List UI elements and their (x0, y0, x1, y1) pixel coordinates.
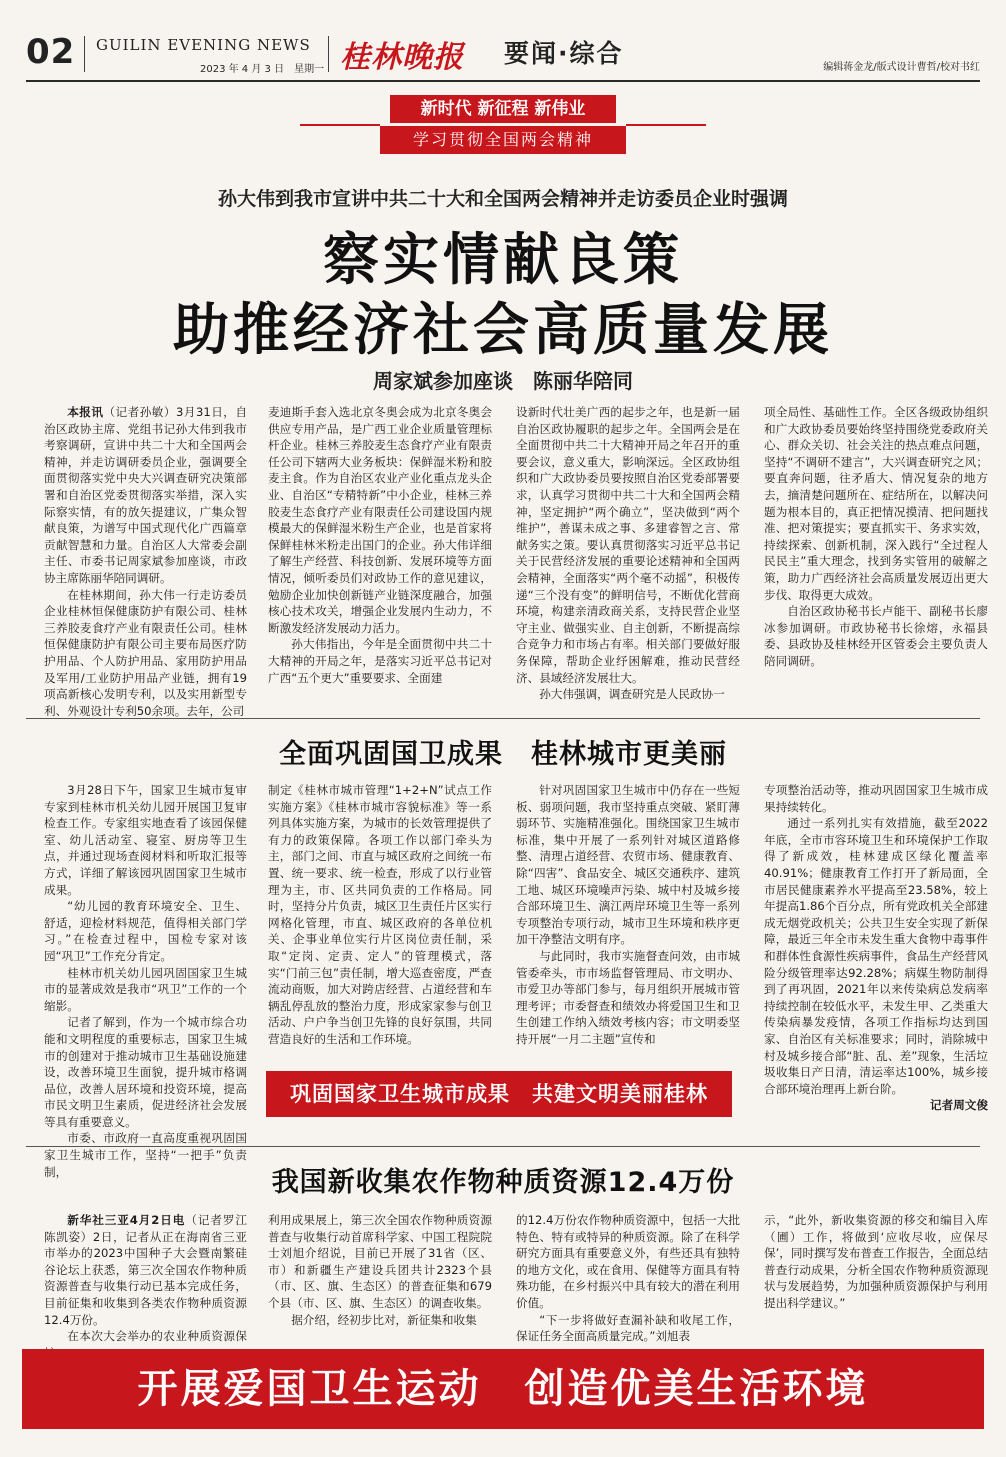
newspaper-logo: 桂林晚报 (340, 40, 464, 75)
article3-column-1 (44, 1212, 259, 1361)
article1-kicker: 孙大伟到我市宣讲中共二十大和全国两会精神并走访委员企业时强调 (217, 188, 788, 210)
article1-headline-line2: 助推经济社会高质量发展 (173, 298, 833, 363)
article1-column-2 (268, 404, 492, 686)
section-divider (26, 718, 980, 719)
paragraph: 2日，记者从正在海南省三亚市举办的2023中国种子大会暨南繁硅谷论坛上获悉，第三次全国农作物种质资源普查与收集行动已基本完成任务，目前征集和收集到各类农作物种质资源12.4万份。 (44, 1229, 247, 1327)
paragraph: 麦迪斯手套入选北京冬奥会成为北京冬奥会供应专用产品，是广西工业企业质量管理标杆企业。桂林三养胶麦生态食疗产业有限责任公司下辖两大业务板块：保鲜湿米粉和胶麦主食。作为自治区农业产业化重点龙头企业、自治区“专精特新”中小企业，桂林三养胶麦生态食疗产业有限责任公司建设国内规模最大的保鲜湿米粉生产企业，也是首家将保鲜桂林米粉走出国门的企业。孙大伟详细了解生产经营、科技创新、发展环境等方面情况，倾听委员们对政协工作的意见建议，勉励企业加快创新链产业链深度融合，加强核心技术攻关，增强企业发展内生动力，不断激发经济发展动力活力。 (268, 405, 492, 635)
article3-column-3 (516, 1212, 740, 1345)
paragraph: 的12.4万份农作物种质资源中，包括一大批特色、特有或特异的种质资源。除了在科学研究方面具有重要意义外，有些还具有独特的地方文化，或在食用、保健等方面具有特殊功能，在乡村振兴中具有较大的潜在利用价值。 (516, 1213, 740, 1310)
paragraph: 孙大伟强调，调查研究是人民政协一 (539, 687, 725, 702)
article1-column-4 (764, 404, 988, 670)
paragraph: 示，“此外，新收集资源的移交和编目入库（圃）工作，将做到‘应收尽收，应保尽保’，同时撰写发布普查工作报告，全面总结普查行动成果，分析全国农作物种质资源现状与发展趋势，为加强种质资源保护与利用提出科学建议。” (764, 1213, 988, 1310)
article2-column-2 (268, 782, 492, 1048)
article3-title: 我国新收集农作物种质资源12.4万份 (271, 1167, 735, 1198)
article1-headline-line1: 察实情献良策 (323, 228, 683, 293)
article3-column-4 (764, 1212, 988, 1312)
paragraph: 3月31日，自治区政协主席、党组书记孙大伟到我市考察调研，宣讲中共二十大和全国两会精神，并走访调研委员企业，强调要全面贯彻落实党中央大兴调查研究决策部署和自治区党委贯彻落实举措，深入实际察实情，有的放矢提建议，广集众智献良策，为谱写中国式现代化广西篇章贡献智慧和力量。自治区人大常委会副主任、市委书记周家斌参加座谈，市政协主席陈丽华陪同调研。 (44, 405, 247, 585)
paragraph: 制定《桂林市城市管理“1+2+N”试点工作实施方案》《桂林市城市容貌标准》等一系列具体实施方案，为城市的长效管理提供了有力的政策保障。各项工作以部门牵头为主，部门之间、市直与城区政府之间统一布置、统一要求、统一检查，形成了以行业管理为主，市、区共同负责的工作格局。同时，坚持分片负责，城区卫生责任片区实行网格化管理，市直、城区政府的各单位机关、企事业单位实行片区岗位责任制，采取“定岗、定责、定人”的管理模式，落实“门前三包”责任制，增大巡查密度，严查流动商贩，加大对跨店经营、占道经营和车辆乱停乱放的整治力度，形成家家参与创卫活动、户户争当创卫先锋的良好氛围，共同营造良好的生活和工作环境。 (268, 783, 492, 1046)
dateline: 新华社三亚4月2日电 (67, 1213, 186, 1227)
paragraph: 3月28日下午，国家卫生城市复审专家到桂林市机关幼儿园开展国卫复审检查工作。专家组实地查看了该园保健室、幼儿活动室、寝室、厨房等卫生点，并通过现场查阅材料和听取汇报等方式，详细了解该园巩固国家卫生城市成果。 (44, 783, 247, 897)
paragraph: 桂林市机关幼儿园巩固国家卫生城市的显著成效是我市“巩卫”工作的一个缩影。 (44, 965, 247, 1013)
section-divider (26, 1146, 980, 1147)
paragraph: 与此同时，我市实施督查问效，由市城管委牵头，市市场监督管理局、市文明办、市爱卫办等部门参与，每月组织开展城市管理考评；市委督查和绩效办将爱国卫生和卫生创建工作纳入绩效考核内容；市文明委坚持开展“一月二主题”宣传和 (516, 948, 740, 1046)
masthead-rule (26, 80, 980, 82)
article2-column-3 (516, 782, 740, 1048)
campaign-banner-title: 新时代 新征程 新伟业 (390, 95, 616, 123)
paragraph: 市委、市政府一直高度重视巩固国家卫生城市工作，坚持“一把手”负责制， (44, 1131, 247, 1179)
campaign-banner-subtitle: 学习贯彻全国两会精神 (380, 126, 626, 154)
paragraph: 孙大伟指出，今年是全面贯彻中共二十大精神的开局之年，是落实习近平总书记对广西“五个更大”重要要求、全面建 (268, 637, 492, 685)
byline: （记者孙敏） (103, 405, 176, 419)
masthead-divider (84, 36, 85, 72)
paragraph: 自治区政协秘书长卢能干、副秘书长廖冰参加调研。市政协秘书长徐熔，永福县委、县政协及桂林经开区管委会主要负责人陪同调研。 (764, 604, 988, 668)
paragraph: 专项整治活动等，推动巩固国家卫生城市成果持续转化。 (764, 783, 988, 814)
paragraph: 通过一系列扎实有效措施，截至2022年底，全市市容环境卫生和环境保护工作取得了新成效，桂林建成区绿化覆盖率40.91%；健康教育工作打开了新局面，全市居民健康素养水平提高至23.58%，较上年提高1.86个百分点，所有党政机关全部建成无烟党政机关；公共卫生安全实现了新保障，最近三年全市未发生重大食物中毒事件和群体性食源性疾病事件，食品生产经营风险分级管理率达92.28%；病媒生物防制得到了再巩固，2021年以来传染病总发病率持续控制在较低水平，未发生甲、乙类重大传染病暴发疫情，各项工作指标均达到国家、自治区有关标准要求；同时，消除城中村及城乡接合部“脏、乱、差”现象，生活垃圾收集日产日清，清运率达100%，城乡接合部环境治理再上新台阶。 (764, 816, 988, 1096)
byline: （记者罗江 陈凯姿） (44, 1213, 259, 1244)
article1-subhead: 周家斌参加座谈 陈丽华陪同 (373, 369, 633, 393)
paragraph: 在本次大会举办的农业种质资源保 (67, 1329, 247, 1344)
newspaper-english-name: GUILIN EVENING NEWS (96, 36, 311, 54)
paragraph: 记者了解到，作为一个城市综合功能和文明程度的重要标志，国家卫生城市的创建对于推动城市卫生基础设施建设，改善环境卫生面貌，提升城市格调品位，改善人居环境和投资环境，提高市民文明卫生素质，促进经济社会发展等具有重要意义。 (44, 1015, 247, 1129)
page-number: 02 (26, 32, 76, 72)
article1-column-1 (44, 404, 247, 719)
banner-wing-left (300, 124, 380, 126)
paragraph: “幼儿园的教育环境安全、卫生、舒适，迎检材料规范，值得相关部门学习。”在检查过程中，国检专家对该园“巩卫”工作充分肯定。 (44, 899, 247, 963)
article3-column-2 (268, 1212, 492, 1328)
article2-column-1 (44, 782, 247, 1180)
paragraph: 针对巩固国家卫生城市中仍存在一些短板、弱项问题，我市坚持重点突破、紧盯薄弱环节、实施精准强化。围绕国家卫生城市标准，集中开展了一系列针对城区道路修整、清理占道经营、农贸市场、健康教育、除“四害”、食品安全、城区交通秩序、建筑工地、城区环境噪声污染、城中村及城乡接合部环境卫生、漓江两岸环境卫生等一系列专项整治专项行动，城市卫生环境和秩序更加干净整洁文明有序。 (516, 783, 740, 947)
article1-column-3 (516, 404, 740, 703)
paragraph: 设新时代壮美广西的起步之年，也是新一届自治区政协履职的起步之年。全国两会是在全面贯彻中共二十大精神开局之年召开的重要会议，意义重大，影响深远。全区政协组织和广大政协委员要按照自治区党委部署要求，认真学习贯彻中共二十大和全国两会精神，坚定拥护“两个确立”，坚决做到“两个维护”，善谋未成之事、多建睿智之言、常献务实之策。要认真贯彻落实习近平总书记关于民营经济发展的重要论述精神和全国两会精神，全面落实“两个毫不动摇”，积极传递“三个没有变”的鲜明信号，不断优化营商环境，构建亲清政商关系，支持民营企业坚守主业、做强实业、自主创新，不断提高综合竞争力和市场占有率。相关部门要做好服务保障，帮助企业纾困解难，推动民营经济、县域经济发展壮大。 (516, 405, 740, 685)
article2-column-4 (764, 782, 988, 1114)
issue-date: 2023 年 4 月 3 日 星期一 (200, 64, 325, 75)
masthead-divider (328, 36, 329, 72)
dateline: 本报讯 (67, 405, 104, 419)
article2-promo-banner: 巩固国家卫生城市成果 共建文明美丽桂林 (266, 1071, 732, 1117)
paragraph: 据介绍，经初步比对，新征集和收集 (291, 1312, 477, 1327)
editor-credits: 编辑蒋金龙/版式设计曹哲/校对书红 (823, 62, 980, 73)
bottom-slogan-banner: 开展爱国卫生运动 创造优美生活环境 (22, 1349, 984, 1429)
article2-title: 全面巩固国卫成果 桂林城市更美丽 (279, 739, 727, 770)
section-title: 要闻·综合 (504, 39, 624, 68)
paragraph: 利用成果展上，第三次全国农作物种质资源普查与收集行动首席科学家、中国工程院院士刘旭介绍说，目前已开展了31省（区、市）和新疆生产建设兵团共计2323个县（市、区、旗、生态区）的普查征集和679个县（市、区、旗、生态区）的调查收集。 (268, 1213, 492, 1310)
reporter-signature: 记者周文俊 (930, 1098, 988, 1113)
paragraph: 在桂林期间，孙大伟一行走访委员企业桂林恒保健康防护有限公司、桂林三养胶麦食疗产业有限责任公司。桂林恒保健康防护有限公司主要布局医疗防护用品、个人防护用品、家用防护用品及军用/工业防护用品产业链，拥有19项高新核心发明专利，以及实用新型专利、外观设计专利50余项。去年，公司 (44, 587, 247, 718)
banner-wing-right (626, 124, 706, 126)
paragraph: “下一步将做好查漏补缺和收尾工作，保证任务全面高质量完成。”刘旭表 (516, 1312, 740, 1344)
paragraph: 项全局性、基础性工作。全区各级政协组织和广大政协委员要始终坚持围绕党委政府关心、群众关切、社会关注的热点难点问题，坚持“不调研不建言”，大兴调查研究之风；要直奔问题，往矛盾大、情况复杂的地方去，摘清楚问题所在、症结所在，以解决问题为根本目的，真正把情况摸清、把问题找准、把对策提实；要直抓实干、务求实效，持续探索、创新机制，深入践行“全过程人民民主”重大理念，找到务实管用的破解之策，助力广西经济社会高质量发展迈出更大步伐、取得更大成效。 (764, 405, 988, 602)
